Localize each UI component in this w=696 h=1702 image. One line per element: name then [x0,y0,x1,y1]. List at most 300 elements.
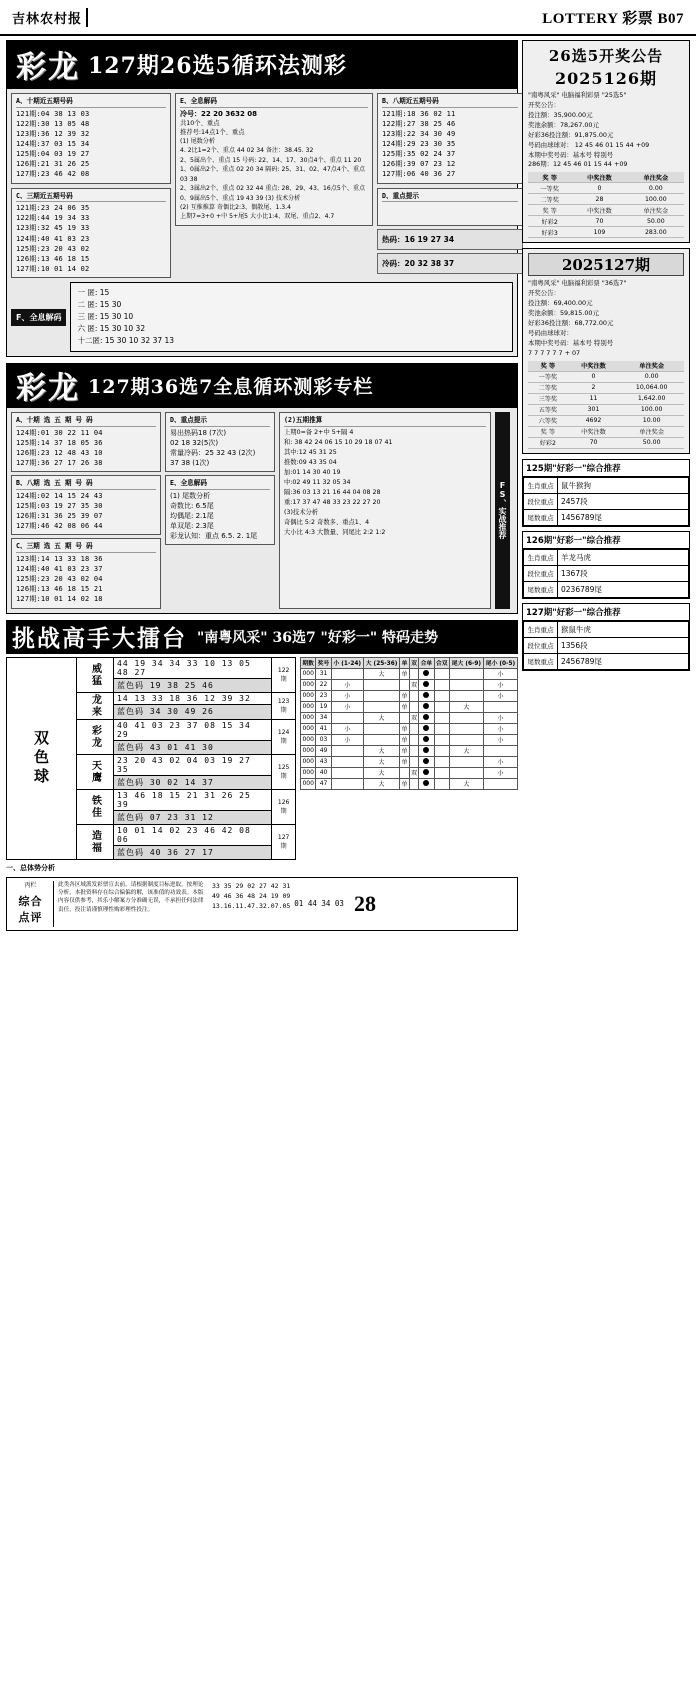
prize-amount: 10,064.00 [619,382,684,393]
box-a-row: 122期:30 13 05 48 [16,119,90,128]
cell-odd: 单 [400,778,409,789]
s2-box-b-row: 126期:31 36 25 39 07 [16,512,103,520]
left-column [6,40,518,931]
box-e-line: (2) 互推推算 奇偶比2:3、偶散尾、1.3.4 [180,204,291,211]
prize-amount: 1,642.00 [619,393,684,404]
trend-col-weixiao: 尾小 (0-5) [483,657,517,668]
cell-weida [449,679,483,690]
cell-even [409,723,418,734]
marker-dot [423,681,429,687]
section2-columns [11,412,513,608]
cell-weixiao [483,701,517,712]
box-c-row: 125期:23 20 43 02 [16,244,90,253]
cell-big: 大 [363,745,399,756]
cell-small: 小 [331,701,363,712]
masthead [0,0,696,36]
marker-dot [423,736,429,742]
cell-odd: 单 [400,690,409,701]
footer-big-number: 28 [353,891,376,917]
cell-weida: 大 [449,745,483,756]
trend-col-period: 期数 [301,657,316,668]
prize-count: 11 [568,393,620,404]
cell-hedan [419,701,434,712]
blue-numbers: 07 23 31 12 [149,812,214,822]
box-f-list [70,282,513,352]
announce-block-2 [522,248,690,453]
marker-dot [423,703,429,709]
cell-weida [449,734,483,745]
cell-heshuang [434,679,449,690]
cell-hedan [419,745,434,756]
cell-odd [400,712,409,723]
box-b-row: 126期:39 07 23 12 [382,160,456,169]
haocai-title: 127期"好彩一"综合推荐 [523,604,689,621]
blue-label: 蓝色码 [117,777,144,787]
section2-banner [6,363,518,407]
cell-hedan [419,679,434,690]
table-row [524,509,689,525]
s2-box-d-line: 02 18 32(5次) [170,438,219,447]
box-a-row: 125期:04 03 19 27 [16,150,90,159]
prize-count: 301 [568,404,620,415]
shuangseqiu-label: 双色球 [7,657,77,859]
section3-subtitle: "南粤风采" 36选7 "好彩一" 特码走势 [197,629,439,646]
announce-lines-1 [528,91,684,170]
prize-count: 2 [568,382,620,393]
box-a [11,93,171,184]
cell-odd: 单 [400,745,409,756]
table-row [528,437,684,448]
paper-name: 吉林农村报 [12,8,88,27]
cell-heshuang [434,778,449,789]
cell-small [331,778,363,789]
marker-dot [423,725,429,731]
s2-box-c-row: 126期:13 46 18 15 21 [16,585,103,594]
cell-heshuang [434,745,449,756]
table-row [301,679,518,690]
marker-dot [423,670,429,676]
haocai-label: 生肖重点 [524,549,558,565]
section2-panel [6,407,518,613]
announce-line: 开奖公告： [528,100,560,109]
footer-label-col [10,881,54,927]
table-row [528,194,684,205]
cell-num: 22 [316,679,331,690]
s2-box-mid-header: (2)五期推算 [284,416,486,427]
box-b-row: 127期:06 40 36 27 [382,170,456,179]
box-e-recommend: 推荐号:14点1个、重点 [180,128,245,136]
cell-period: 000 [302,692,314,700]
box-f-label: F、全息解码 [11,309,66,326]
trend-col-odd: 单 [400,657,409,668]
prize-class: 二等奖 [528,382,568,393]
announce-lines-2 [528,279,684,358]
cell-big [363,690,399,701]
cell-odd [400,767,409,778]
prize-table-2 [528,361,684,449]
cell-heshuang [434,668,449,679]
trend-col-weida: 尾大 (6-9) [449,657,483,668]
s2-box-d [165,412,275,472]
s2-box-a-header: A、十期 选 五 期 号 码 [16,416,156,427]
box-b-row: 125期:35 02 24 37 [382,150,456,159]
s2-box-a-row: 127期:36 27 17 26 38 [16,459,103,468]
footer-note [6,877,518,931]
announce-line: "南粤风采" 电脑福利彩票 "25选5" [528,91,627,99]
table-row [301,734,518,745]
trend-col-hedan: 合单 [419,657,434,668]
prize-class: 二等奖 [528,194,571,205]
s2-mid-line: (3)技术分析 [284,509,319,517]
table-row [301,668,518,679]
s2-box-e-line: 奇数比: 6.5尾 [170,501,214,510]
cell-big: 大 [363,712,399,723]
announce-line: "南粤风采" 电脑福利彩票 "36选7" [528,279,627,288]
haocai-block-126 [522,531,690,599]
table-row [528,415,684,426]
expert-blue [114,740,272,754]
cell-big [363,679,399,690]
s2-mid-line: 和: 38 42 24 06 15 10 29 18 07 41 [284,438,393,446]
cell-weida [449,690,483,701]
box-b-row: 123期:22 34 30 49 [382,129,456,138]
box-f-item: 一 匿: 15 [77,288,110,298]
blue-label: 蓝色码 [117,847,144,857]
box-a-row: 124期:37 03 15 34 [16,139,90,148]
s2-mid-line: 隔:36 03 13 21 16 44 04 08 28 [284,488,381,496]
prize-count: 0 [571,183,627,194]
table-row [301,745,518,756]
section1-title: 127期26选5循环法测彩 [88,52,347,79]
s2-box-e [165,475,275,545]
cell-heshuang [434,723,449,734]
prize-col-amount: 单注奖金 [628,172,684,183]
s2-box-b [11,475,161,535]
table-row [528,172,684,183]
box-c-row: 121期:23 24 06 35 [16,204,90,213]
box-e-coline: 共10个、重点 [180,119,220,127]
haocai-block-127 [522,603,690,671]
cell-weida [449,756,483,767]
box-a-row: 121期:04 38 13 03 [16,109,90,118]
announce-line: 本期中奖号码：基本号 特别号 [528,150,614,159]
box-e [175,93,373,226]
table-row [528,404,684,415]
haocai-label: 生肖重点 [524,477,558,493]
table-row [301,690,518,701]
table-row [301,701,518,712]
cell-odd: 单 [400,734,409,745]
table-row [528,393,684,404]
s2-box-e-line: (1) 尾数分析 [170,491,211,500]
expert-numbers: 23 20 43 02 04 03 19 27 35 [114,754,272,775]
expert-name: 铁佳 [77,789,114,824]
cell-small: 小 [331,734,363,745]
section1-banner [6,40,518,88]
cell-even [409,690,418,701]
cell-heshuang [434,767,449,778]
expert-numbers: 10 01 14 02 23 46 42 08 06 [114,824,272,845]
prize-amount: 100.00 [619,404,684,415]
expert-name: 造福 [77,824,114,859]
section2-col-abc [11,412,161,608]
haocai-value: 鼠牛猴狗 [558,477,689,493]
cell-weixiao: 小 [483,712,517,723]
box-c-header: C、三期近五期号码 [16,192,166,203]
cell-hedan [419,723,434,734]
box-b-header: B、八期近五期号码 [382,97,518,108]
cell-small: 小 [331,723,363,734]
table-row [524,477,689,493]
trend-table-wrap [300,657,518,860]
cell-small: 小 [331,690,363,701]
footer-title: 综合 点评 [18,894,43,925]
box-e-header: E、全息解码 [180,97,368,108]
cell-odd: 单 [400,668,409,679]
prize-col-count: 中奖注数 [571,172,627,183]
prize-amount: 10.00 [619,415,684,426]
box-c [11,188,171,279]
s2-box-c-row: 125期:23 20 43 02 04 [16,575,103,584]
section1-panel [6,88,518,357]
s2-box-d-line: 常量冷码：25 32 43 (2次) [170,448,256,457]
s2-box-e-header: E、全息解码 [170,479,270,490]
s2-box-a-row: 124期:01 30 22 11 04 [16,428,103,437]
box-d-cold: 冷码：20 32 38 37 [377,253,523,274]
marker-dot [423,747,429,753]
box-c-row: 127期:10 01 14 02 [16,264,90,273]
section1-col-mid [175,93,373,278]
cell-even [409,756,418,767]
haocai-value: 1456789尾 [558,509,689,525]
box-c-row: 123期:32 45 19 33 [16,224,90,233]
cell-weixiao: 小 [483,679,517,690]
cell-period: 000 [302,714,314,722]
cell-period: 000 [302,725,314,733]
box-c-row: 124期:40 41 03 23 [16,234,90,243]
announce-line: 奖池余额：59,815.00元 [528,309,599,318]
section3-body [6,657,518,860]
prize-amount: 283.00 [628,227,684,238]
announce-block-1 [522,40,690,243]
expert-name: 龙来 [77,692,114,719]
announce-line: 好彩36投注额：91,875.00元 [528,130,614,139]
cell-period: 000 [302,780,314,788]
prize-col-amount: 单注奖金 [619,361,684,372]
cell-num: 34 [316,712,331,723]
table-row [528,205,684,216]
cell-even: 双 [409,679,418,690]
s2-mid-line: 重:17 37 47 48 33 23 22 27 20 [284,499,381,507]
haocai-label: 段位重点 [524,565,558,581]
cailong-logo: 彩龙 [16,50,80,85]
cell-small [331,668,363,679]
cell-heshuang [434,712,449,723]
blue-label: 蓝色码 [117,742,144,752]
cell-big: 大 [363,756,399,767]
section3-title: 挑战高手大擂台 [12,625,187,653]
box-b-row: 124期:29 23 30 35 [382,139,456,148]
cell-period: 000 [302,703,314,711]
prize-table-1 [528,172,684,238]
prize-count: 28 [571,194,627,205]
cell-heshuang [434,734,449,745]
haocai-value: 猴鼠牛虎 [558,621,689,637]
announce-line: 号码由球球对： [528,328,573,337]
fs-label: FS、实战推荐 [495,412,510,608]
cell-weixiao [483,745,517,756]
cell-odd [400,679,409,690]
haocai-block-125 [522,459,690,527]
s2-box-d-line: 易出热码18 (7次) [170,428,227,437]
cell-period: 000 [302,747,314,755]
s2-box-c-row: 124期:40 41 03 23 37 [16,564,103,573]
s2-box-a [11,412,161,472]
cell-small [331,712,363,723]
expert-blue [114,810,272,824]
expert-table [6,657,296,860]
cell-period: 000 [302,769,314,777]
s2-box-b-header: B、八期 选 五 期 号 码 [16,479,156,490]
box-e-line: 2、3属出2个、重点 02 32 44 重点: 28、29、43、16点5个、重点 [180,185,366,193]
haocai-value: 0236789尾 [558,581,689,597]
box-a-header: A、十期近五期号码 [16,97,166,108]
cell-weida: 大 [449,701,483,712]
cell-period: 000 [302,758,314,766]
table-row [524,493,689,509]
expert-period: 122期 [272,657,296,692]
expert-period: 125期 [272,754,296,789]
box-a-row: 123期:36 12 39 32 [16,129,90,138]
cell-num: 41 [316,723,331,734]
blue-numbers: 30 02 14 37 [149,777,214,787]
cailong-logo-2: 彩龙 [16,371,80,407]
s2-box-c [11,538,161,608]
cell-big [363,734,399,745]
cell-even [409,701,418,712]
box-d [377,188,523,226]
table-row [528,426,684,437]
s2-box-mid [279,412,491,608]
expert-blue [114,678,272,692]
prize-col-count: 中奖注数 [568,361,620,372]
prize-amount: 0.00 [619,371,684,382]
prize-class: 奖 等 [528,205,571,216]
announce-line: 投注额：35,900.00元 [528,110,593,119]
box-c-row: 126期:13 46 18 15 [16,254,90,263]
expert-period: 123期 [272,692,296,719]
table-row [301,778,518,789]
table-row [524,653,689,669]
cell-weida [449,668,483,679]
marker-dot [423,769,429,775]
tail-row: 13.16.11.47.32.07.05 [212,902,291,911]
cell-period: 000 [302,736,314,744]
cell-odd: 单 [400,756,409,767]
box-e-line: 1、0属出2个、重点 02 20 34 隔码: 25、31、02、47点4个、重点 03 38 [180,166,366,183]
expert-numbers: 44 19 34 34 33 10 13 05 48 27 [114,657,272,678]
cell-even [409,668,418,679]
table-row [524,621,689,637]
expert-table-wrap [6,657,296,860]
haocai-table [523,621,689,670]
table-row [528,361,684,372]
prize-col-class: 奖 等 [528,361,568,372]
announce-line: 投注额：69,400.00元 [528,299,593,308]
announce-title-1: 26选5开奖公告 [548,47,664,65]
announce-line: 奖池余额：78,267.00元 [528,120,599,129]
table-row [528,382,684,393]
prize-amount: 单注奖金 [619,426,684,437]
prize-class: 好彩2 [528,437,568,448]
announce-line: 开奖公告： [528,289,560,298]
prize-class: 好彩2 [528,216,571,227]
s2-mid-line: 大小比 4:3 大散量、同尾比 2:2 1:2 [284,529,386,537]
cell-num: 03 [316,734,331,745]
expert-period: 127期 [272,824,296,859]
haocai-label: 段位重点 [524,493,558,509]
cell-weixiao: 小 [483,690,517,701]
prize-amount: 50.00 [628,216,684,227]
haocai-value: 2456789尾 [558,653,689,669]
s2-box-c-row: 127期:10 01 14 02 18 [16,595,103,604]
prize-amount: 单注奖金 [628,205,684,216]
s2-box-b-row: 125期:03 19 27 35 30 [16,501,103,510]
prize-class: 三等奖 [528,393,568,404]
announce-line: 号码由球球对： 12 45 46 01 15 44 +09 [528,140,650,149]
expert-blue [114,845,272,859]
prize-class: 一等奖 [528,371,568,382]
section3-banner [6,620,518,654]
box-d-hot: 热码：16 19 27 34 [377,229,523,250]
s2-box-b-row: 124期:02 14 15 24 43 [16,491,103,500]
tail-row: 49 46 36 48 24 19 09 [212,891,291,900]
s2-box-e-line: 均偶尾: 2.1尾 [170,512,214,520]
cell-heshuang [434,690,449,701]
cell-heshuang [434,701,449,712]
prize-col-class: 奖 等 [528,172,571,183]
prize-amount: 50.00 [619,437,684,448]
section1-columns [11,93,513,278]
tail-row: 33 35 29 02 27 42 31 [212,881,291,890]
haocai-title: 125期"好彩一"综合推荐 [523,460,689,477]
table-row [7,657,296,678]
s2-box-e-line: 单双尾: 2.3尾 [170,522,214,531]
cell-hedan [419,734,434,745]
table-row [301,712,518,723]
announce-period-2: 2025127期 [528,253,684,276]
prize-count: 中奖注数 [571,205,627,216]
table-row [524,637,689,653]
cell-num: 23 [316,690,331,701]
s2-mid-line: 奇偶比 5:2 奇数多、重点1、4 [284,519,370,527]
s2-mid-line: 中:02 49 11 32 05 34 [284,478,351,486]
announce-period-1: 2025126期 [555,69,657,88]
expert-name: 天鹰 [77,754,114,789]
trend-col-num: 奖号 [316,657,331,668]
box-b-row: 121期:18 36 02 11 [382,109,456,118]
trend-table [300,657,518,790]
s2-box-b-row: 127期:46 42 08 06 44 [16,522,103,531]
cell-weixiao: 小 [483,756,517,767]
cell-even [409,734,418,745]
cell-weida [449,712,483,723]
cell-weida [449,767,483,778]
announce-line: 7 7 7 7 7 7 + 07 [528,348,581,357]
cell-weixiao: 小 [483,723,517,734]
expert-period: 126期 [272,789,296,824]
box-e-line: 2、5属出个、重点 15 号码: 22、14、17、30点4个、重点 11 20 [180,156,362,164]
